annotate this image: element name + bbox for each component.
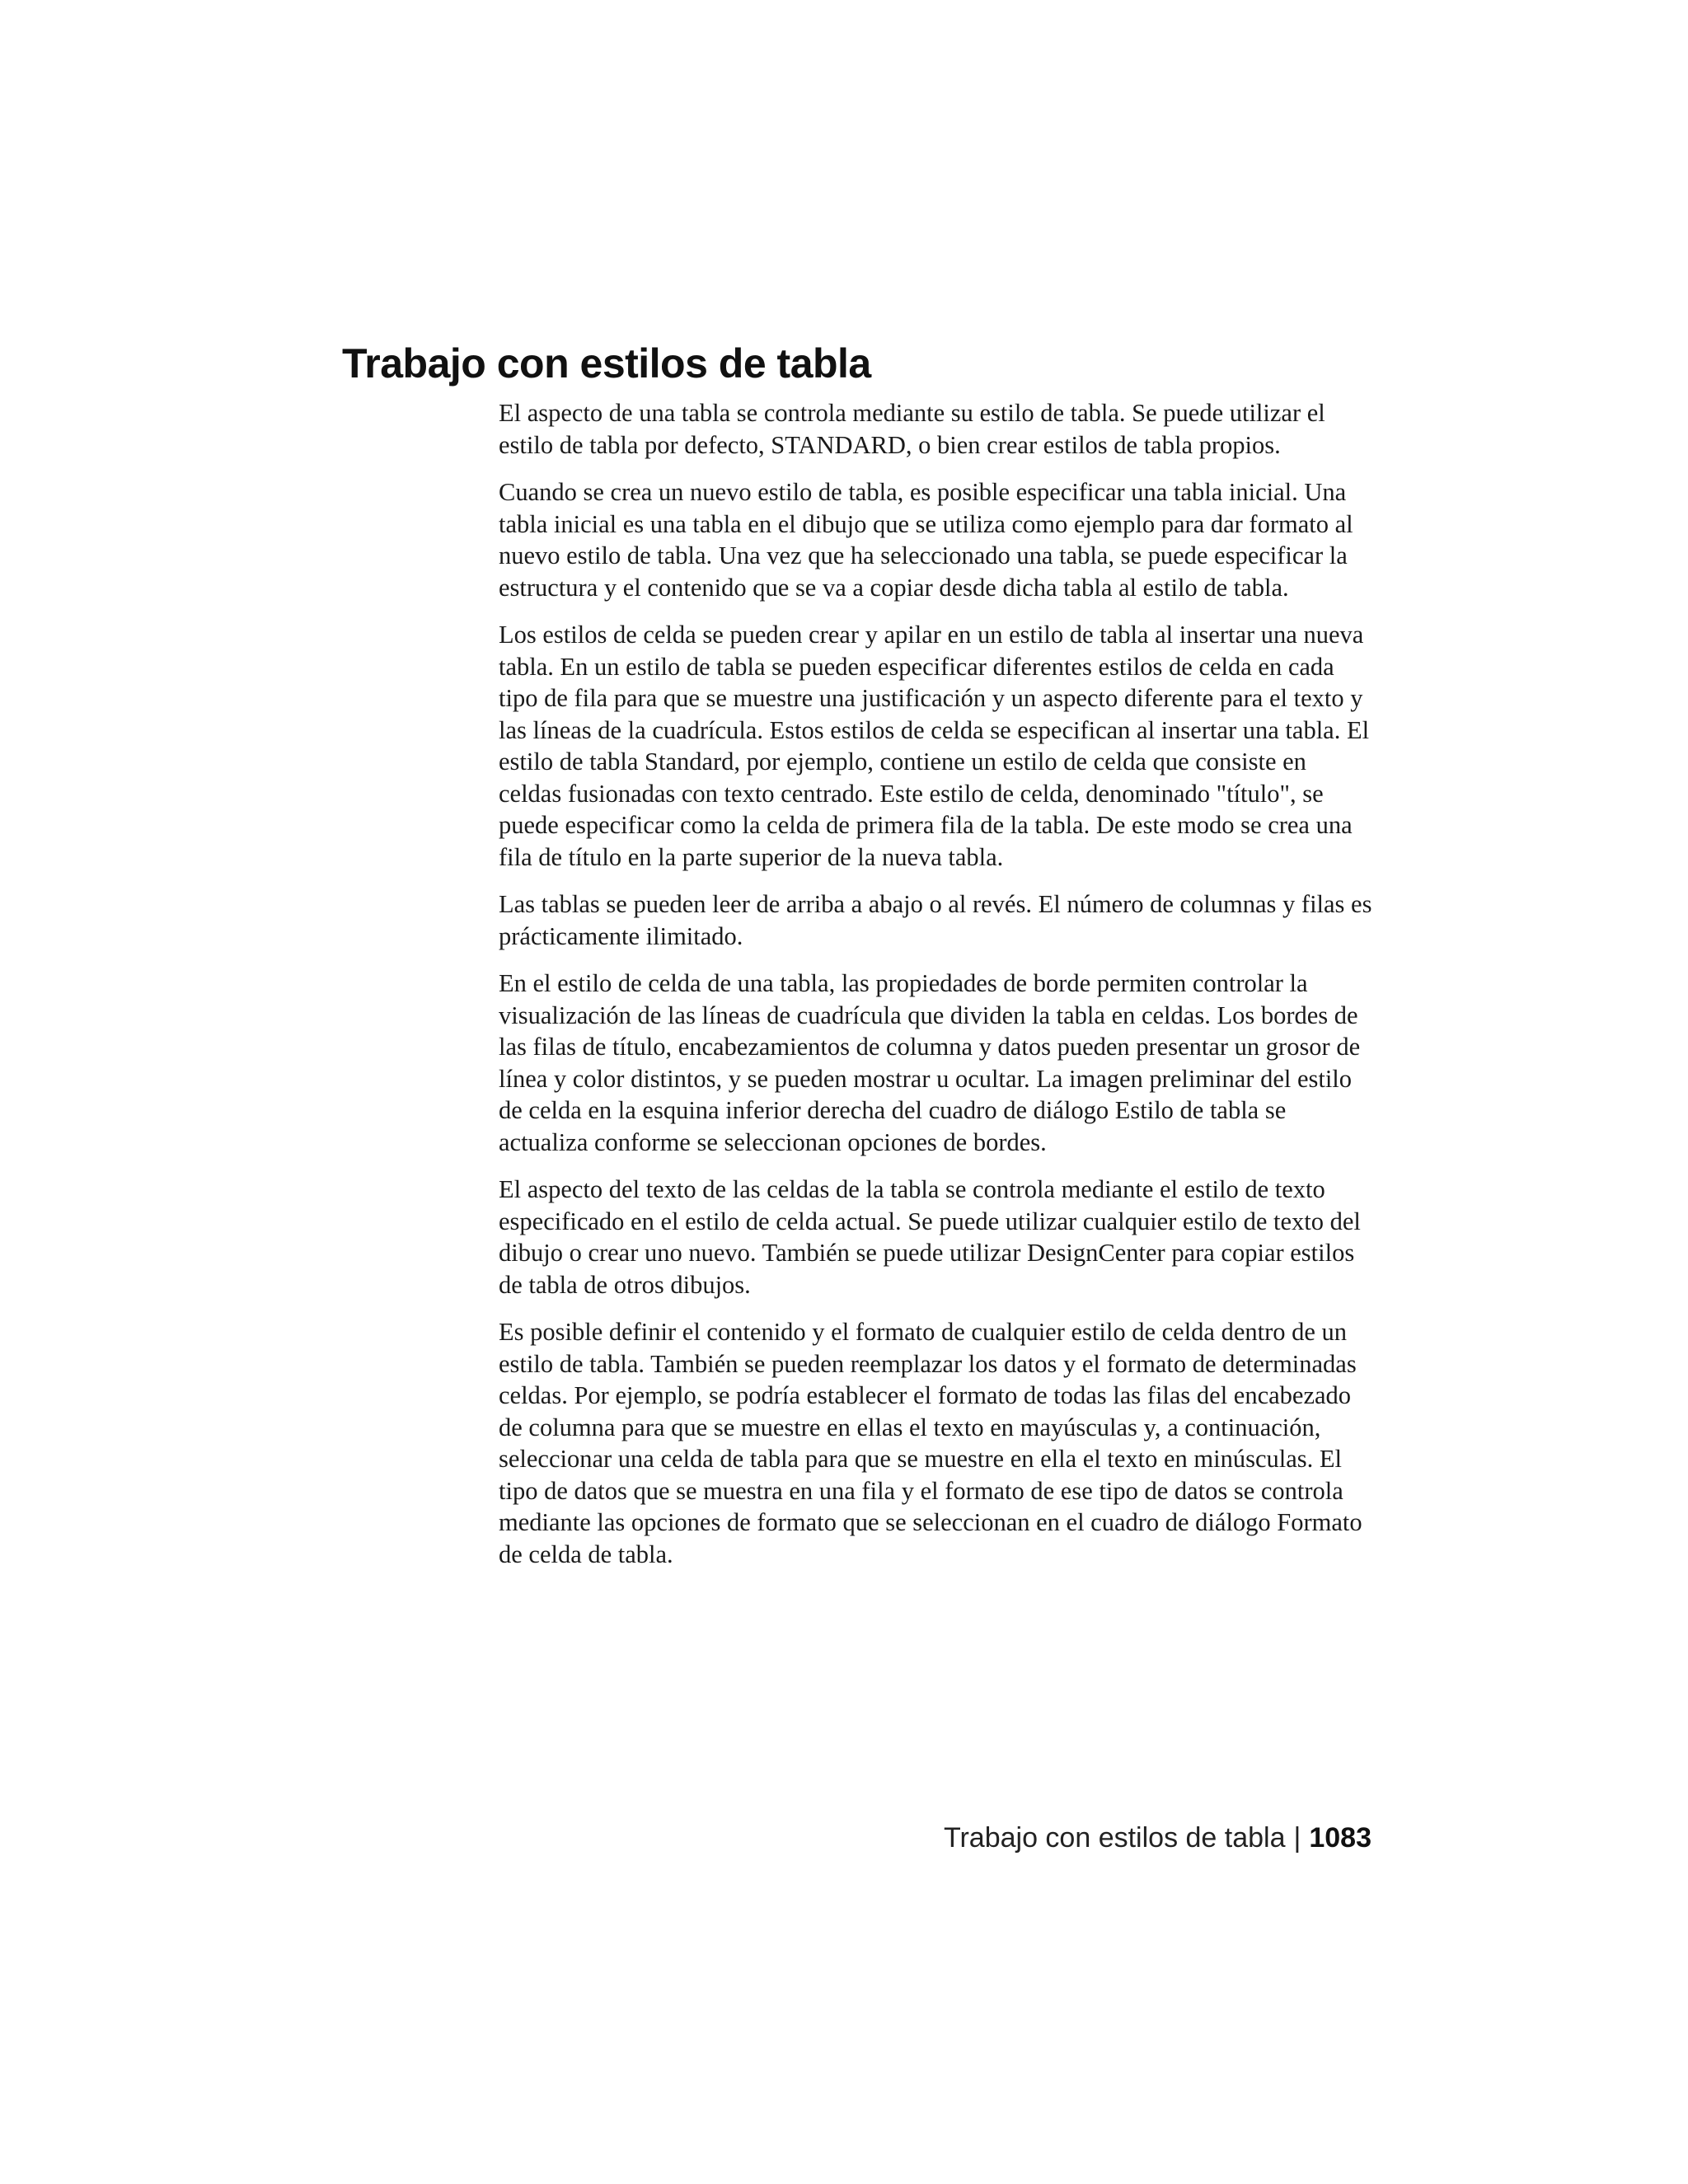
page-footer: [944, 1820, 1372, 1856]
footer-separator: |: [1293, 1822, 1301, 1854]
paragraph-3: Los estilos de celda se pueden crear y apilar en un estilo de tabla al insertar una nueva tabla. En un estilo de tabla se pueden especificar diferentes estilos de celda en cada tipo de fila para que se muestre una justificación y un aspecto diferente para el texto y las líneas de la cuadrícula. Estos estilos de celda se especifican al insertar una tabla. El estilo de tabla Standard, por ejemplo, contiene un estilo de celda que consiste en celdas fusionadas con texto centrado. Este estilo de celda, denominado "título", se puede especificar como la celda de primera fila de la tabla. De este modo se crea una fila de título en la parte superior de la nueva tabla.: [499, 621, 1370, 871]
page-number: 1083: [1309, 1822, 1372, 1854]
body-text: [499, 397, 1372, 1586]
paragraph-5: En el estilo de celda de una tabla, las propiedades de borde permiten controlar la visualización de las líneas de cuadrícula que dividen la tabla en celdas. Los bordes de las filas de título, encabezamientos de columna y datos pueden presentar un grosor de línea y color distintos, y se pueden mostrar u ocultar. La imagen preliminar del estilo de celda en la esquina inferior derecha del cuadro de diálogo Estilo de tabla se actualiza conforme se seleccionan opciones de bordes.: [499, 969, 1361, 1156]
paragraph-2: Cuando se crea un nuevo estilo de tabla, es posible especificar una tabla inicial. Una tabla inicial es una tabla en el dibujo que se utiliza como ejemplo para dar formato al nuevo estilo de tabla. Una vez que ha seleccionado una tabla, se puede especificar la estructura y el contenido que se va a copiar desde dicha tabla al estilo de tabla.: [499, 478, 1353, 602]
paragraph-1: El aspecto de una tabla se controla mediante su estilo de tabla. Se puede utilizar el estilo de tabla por defecto, STANDARD, o bien crear estilos de tabla propios.: [499, 399, 1325, 459]
paragraph-6: El aspecto del texto de las celdas de la tabla se controla mediante el estilo de texto especificado en el estilo de celda actual. Se puede utilizar cualquier estilo de texto del dibujo o crear uno nuevo. También se puede utilizar DesignCenter para copiar estilos de tabla de otros dibujos.: [499, 1175, 1361, 1299]
footer-running-title: Trabajo con estilos de tabla: [943, 1822, 1286, 1854]
paragraph-4: Las tablas se pueden leer de arriba a abajo o al revés. El número de columnas y filas es prácticamente ilimitado.: [499, 890, 1372, 950]
section-title: Trabajo con estilos de tabla: [342, 340, 871, 387]
paragraph-7: Es posible definir el contenido y el formato de cualquier estilo de celda dentro de un estilo de tabla. También se pueden reemplazar los datos y el formato de determinadas celdas. Por ejemplo, se podría establecer el formato de todas las filas del encabezado de columna para que se muestre en ellas el texto en mayúsculas y, a continuación, seleccionar una celda de tabla para que se muestre en ella el texto en minúsculas. El tipo de datos que se muestra en una fila y el formato de ese tipo de datos se controla mediante las opciones de formato que se seleccionan en el cuadro de diálogo Formato de celda de tabla.: [499, 1318, 1362, 1568]
